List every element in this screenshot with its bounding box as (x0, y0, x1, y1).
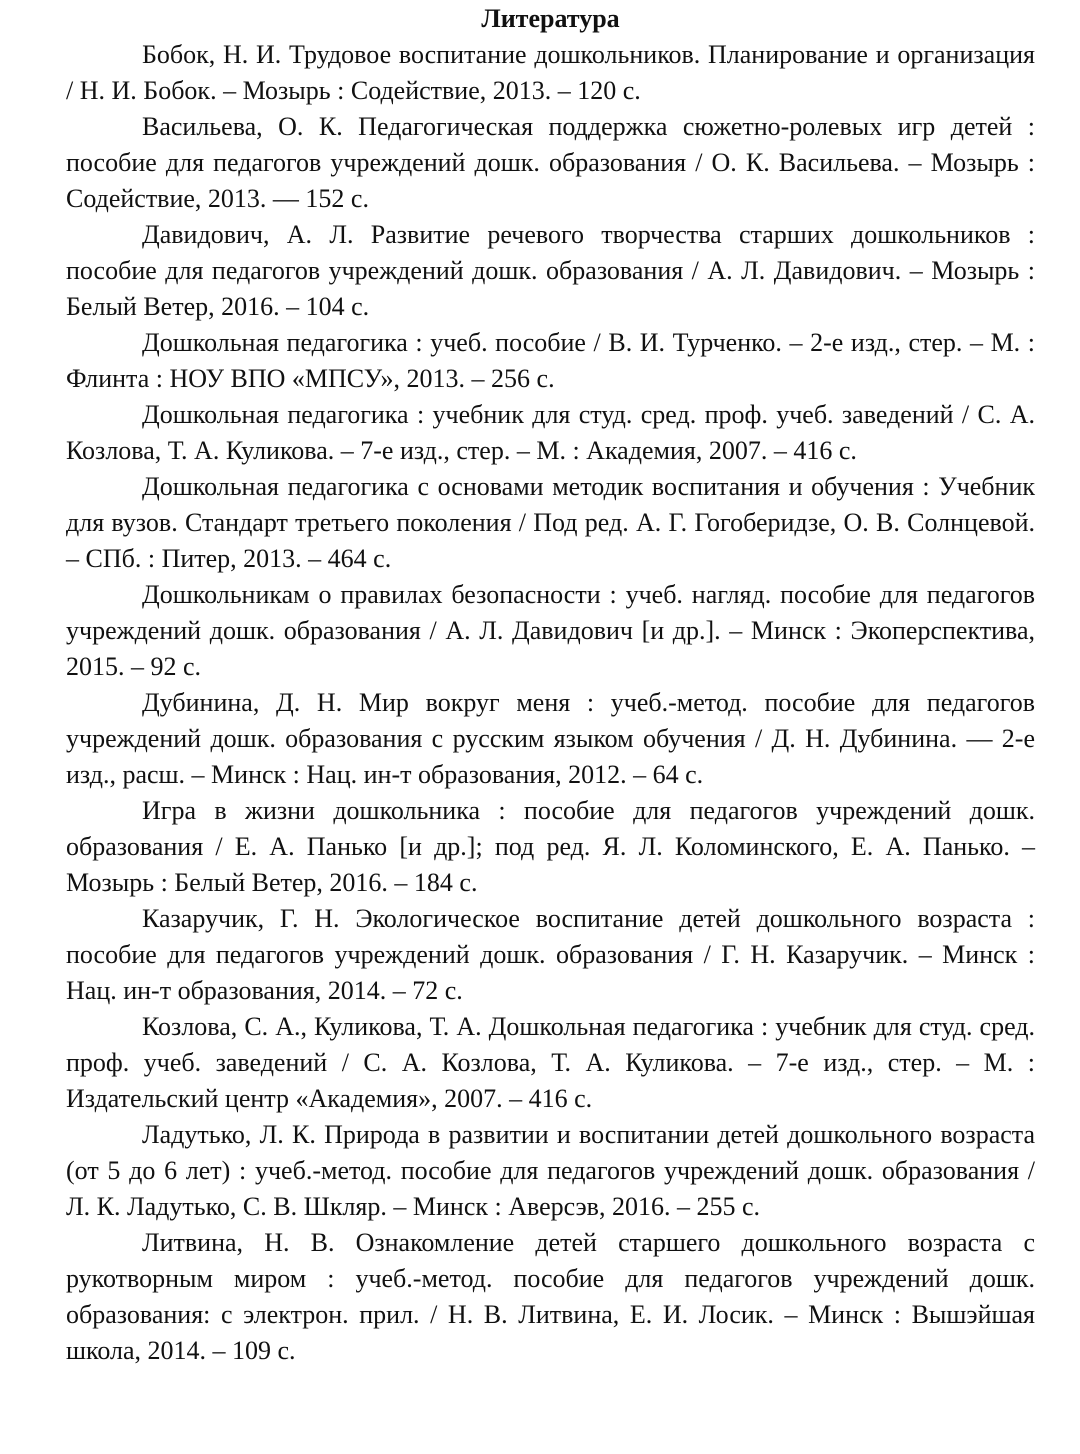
bibliography-entry-3: Давидович, А. Л. Развитие речевого творчества старших дошкольников : пособие для педагогов учреждений дошк. образования / А. Л. Давидович. – Мозырь : Белый Ветер, 2016. – 104 с. (66, 220, 1035, 321)
bibliography-entry-8: Дубинина, Д. Н. Мир вокруг меня : учеб.-метод. пособие для педагогов учреждений дошк. образования с русским языком обучения / Д. Н. Дубинина. — 2-е изд., расш. – Минск : Нац. ин-т образования, 2012. – 64 с. (66, 688, 1035, 789)
bibliography-entry-5: Дошкольная педагогика : учебник для студ. сред. проф. учеб. заведений / С. А. Козлова, Т. А. Куликова. – 7-е изд., стер. – М. : Академия, 2007. – 416 с. (66, 400, 1035, 465)
bibliography-entry-11: Козлова, С. А., Куликова, Т. А. Дошкольная педагогика : учебник для студ. сред. проф. учеб. заведений / С. А. Козлова, Т. А. Куликова. – 7-е изд., стер. – М. : Издательский центр «Академия», 2007. – 416 с. (66, 1012, 1035, 1113)
bibliography-entry-12: Ладутько, Л. К. Природа в развитии и воспитании детей дошкольного возраста (от 5 до 6 лет) : учеб.-метод. пособие для педагогов учреждений дошк. образования / Л. К. Ладутько, С. В. Шкляр. – Минск : Аверсэв, 2016. – 255 с. (66, 1120, 1035, 1221)
page-title: Литература (481, 4, 620, 33)
bibliography-entry-6: Дошкольная педагогика с основами методик воспитания и обучения : Учебник для вузов. Стандарт третьего поколения / Под ред. А. Г. Гогоберидзе, О. В. Солнцевой. – СПб. : Питер, 2013. – 464 с. (66, 472, 1035, 573)
bibliography-entry-10: Казаручик, Г. Н. Экологическое воспитание детей дошкольного возраста : пособие для педагогов учреждений дошк. образования / Г. Н. Казаручик. – Минск : Нац. ин-т образования, 2014. – 72 с. (66, 904, 1035, 1005)
bibliography-entry-1: Бобок, Н. И. Трудовое воспитание дошкольников. Планирование и организация / Н. И. Бобок. – Мозырь : Содействие, 2013. – 120 с. (66, 40, 1035, 105)
bibliography-entry-4: Дошкольная педагогика : учеб. пособие / В. И. Турченко. – 2-е изд., стер. – М. : Флинта : НОУ ВПО «МПСУ», 2013. – 256 с. (66, 328, 1035, 393)
bibliography-entry-2: Васильева, О. К. Педагогическая поддержка сюжетно-ролевых игр детей : пособие для педагогов учреждений дошк. образования / О. К. Васильева. – Мозырь : Содействие, 2013. — 152 с. (66, 112, 1035, 213)
bibliography-entry-7: Дошкольникам о правилах безопасности : учеб. нагляд. пособие для педагогов учреждений дошк. образования / А. Л. Давидович [и др.]. – Минск : Экоперспектива, 2015. – 92 с. (66, 580, 1035, 681)
bibliography-entry-13: Литвина, Н. В. Ознакомление детей старшего дошкольного возраста с рукотворным миром : учеб.-метод. пособие для педагогов учреждений дошк. образования: с электрон. прил. / Н. В. Литвина, Е. И. Лосик. – Минск : Вышэйшая школа, 2014. – 109 с. (66, 1228, 1035, 1365)
bibliography-entry-9: Игра в жизни дошкольника : пособие для педагогов учреждений дошк. образования / Е. А. Панько [и др.]; под ред. Я. Л. Коломинского, Е. А. Панько. – Мозырь : Белый Ветер, 2016. – 184 с. (66, 796, 1035, 897)
document-page (66, 0, 1035, 1369)
